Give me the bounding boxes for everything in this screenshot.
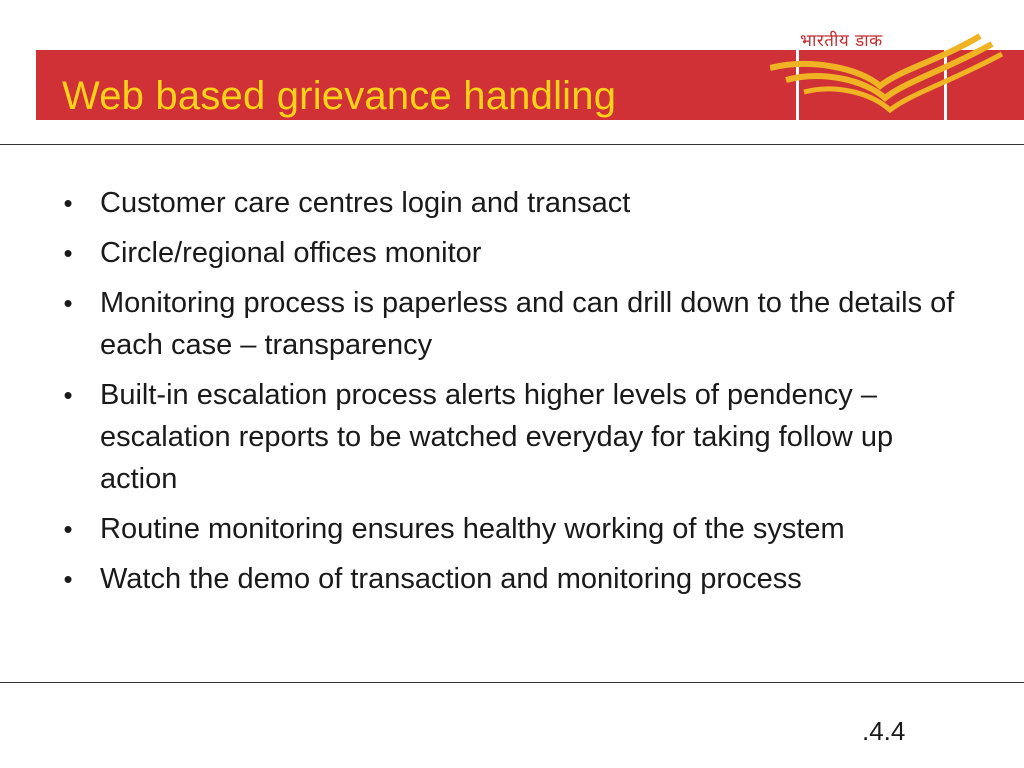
slide-title: Web based grievance handling (62, 74, 617, 118)
bullet-text: Routine monitoring ensures healthy working of the system (100, 513, 845, 545)
bullet-icon: • (63, 380, 73, 410)
top-divider (0, 144, 1024, 145)
bullet-icon: • (63, 564, 73, 594)
india-post-logo-icon (770, 0, 1024, 120)
bullet-item (58, 374, 978, 500)
bullet-item (58, 282, 978, 366)
bullet-list (58, 182, 978, 600)
bottom-divider (0, 682, 1024, 683)
bullet-text: Watch the demo of transaction and monitoring process (100, 563, 802, 595)
bullet-icon: • (63, 188, 73, 218)
bullet-item (58, 558, 978, 600)
bullet-text: Circle/regional offices monitor (100, 237, 482, 269)
logo-frame-left (796, 50, 799, 120)
bullet-text: Monitoring process is paperless and can drill down to the details of each case – transparency (100, 287, 955, 361)
logo-text: भारतीय डाक (800, 31, 883, 51)
slide-number: .4.4 (862, 716, 906, 746)
bullet-item (58, 508, 978, 550)
bullet-item (58, 232, 978, 274)
bullet-text: Built-in escalation process alerts higher levels of pendency – escalation reports to be watched everyday for taking follow up action (100, 379, 894, 495)
slide-content (58, 182, 978, 608)
bullet-item (58, 182, 978, 224)
bullet-icon: • (63, 514, 73, 544)
bullet-icon: • (63, 238, 73, 268)
bullet-text: Customer care centres login and transact (100, 187, 631, 219)
logo-frame-right (944, 0, 947, 120)
logo-swoosh-3 (804, 54, 1002, 110)
logo-graphic (770, 0, 1024, 120)
bullet-icon: • (63, 288, 73, 318)
